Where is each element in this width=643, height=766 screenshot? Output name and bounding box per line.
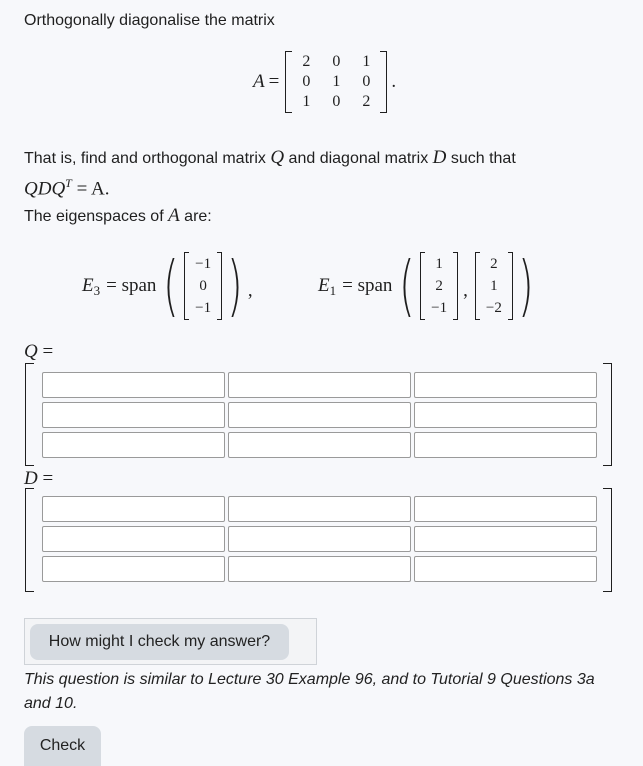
period: . <box>391 71 397 92</box>
vector-entry: −2 <box>485 300 502 316</box>
eigenspace-e3 <box>82 246 253 326</box>
d-cell-1-1[interactable] <box>42 496 225 522</box>
task-text: such that <box>450 150 516 167</box>
vector-entry: 1 <box>490 278 498 294</box>
vector-entry: −1 <box>195 300 212 316</box>
hint-container <box>24 618 317 665</box>
matrix-right-bracket <box>603 488 612 592</box>
task-text: and diagonal matrix <box>288 150 429 167</box>
d-cell-1-3[interactable] <box>414 496 597 522</box>
d-cell-3-3[interactable] <box>414 556 597 582</box>
q-matrix-cells <box>42 372 597 458</box>
equals-sign: = <box>42 468 54 489</box>
q-cell-3-2[interactable] <box>228 432 411 458</box>
vector-right-bracket <box>453 252 458 320</box>
task-description <box>24 148 624 169</box>
d-cell-1-2[interactable] <box>228 496 411 522</box>
q-cell-1-2[interactable] <box>228 372 411 398</box>
matrix-entry: 0 <box>362 73 371 90</box>
matrix-right-bracket <box>603 363 612 466</box>
left-paren: ( <box>399 247 416 324</box>
q-cell-1-3[interactable] <box>414 372 597 398</box>
right-paren: ) <box>518 247 534 324</box>
q-answer-label <box>24 341 53 363</box>
equation-left: QDQ <box>24 178 66 200</box>
matrix-entry: 0 <box>302 73 311 90</box>
d-cell-3-2[interactable] <box>228 556 411 582</box>
instruction-text: Orthogonally diagonalise the matrix <box>24 12 275 29</box>
matrix-entry: 2 <box>302 53 311 70</box>
d-cell-2-2[interactable] <box>228 526 411 552</box>
vector-right-bracket <box>508 252 513 320</box>
vector-entry: 2 <box>490 256 498 272</box>
matrix-right-bracket <box>380 51 387 113</box>
matrix-left-bracket <box>25 363 34 466</box>
e3-label: E <box>82 275 94 296</box>
e1-vector-2 <box>475 252 513 320</box>
matrix-entry: 1 <box>302 93 311 110</box>
matrix-entry: 2 <box>362 93 371 110</box>
d-cell-2-3[interactable] <box>414 526 597 552</box>
e1-vector-1 <box>420 252 458 320</box>
equation <box>24 172 110 200</box>
heading-text: The eigenspaces of <box>24 208 164 225</box>
q-cell-1-1[interactable] <box>42 372 225 398</box>
equals-sign: = <box>268 71 280 92</box>
matrix-a <box>285 51 387 113</box>
check-button[interactable]: Check <box>24 726 101 766</box>
q-matrix <box>25 363 612 466</box>
matrix-entry: 0 <box>332 53 341 70</box>
a-symbol: A <box>168 205 180 226</box>
left-paren: ( <box>163 247 180 324</box>
hint-button[interactable]: How might I check my answer? <box>30 624 289 660</box>
transpose-sup: T <box>65 176 72 190</box>
e3-vector <box>184 252 222 320</box>
q-symbol: Q <box>270 147 285 168</box>
right-paren: ) <box>227 247 243 324</box>
e1-subscript: 1 <box>329 283 337 298</box>
e3-subscript: 3 <box>93 283 101 298</box>
matrix-left-bracket <box>285 51 292 113</box>
d-cell-2-1[interactable] <box>42 526 225 552</box>
similar-question-note: This question is similar to Lecture 30 Example 96, and to Tutorial 9 Questions 3a and 10. <box>24 671 595 712</box>
q-cell-2-1[interactable] <box>42 402 225 428</box>
matrix-a-label: A <box>253 71 265 92</box>
e3-span: = span <box>106 275 157 296</box>
vector-entry: −1 <box>195 256 212 272</box>
d-symbol: D <box>24 468 38 489</box>
equation-right: = A. <box>76 178 110 200</box>
q-cell-2-2[interactable] <box>228 402 411 428</box>
q-cell-3-1[interactable] <box>42 432 225 458</box>
eigenspace-e1 <box>318 246 539 326</box>
vector-entry: −1 <box>431 300 448 316</box>
vector-entry: 0 <box>199 278 207 294</box>
comma: , <box>247 280 253 301</box>
d-cell-3-1[interactable] <box>42 556 225 582</box>
vector-entry: 2 <box>435 278 443 294</box>
d-matrix <box>25 488 612 592</box>
heading-text: are: <box>184 208 212 225</box>
q-symbol: Q <box>24 341 38 362</box>
d-symbol: D <box>432 147 447 168</box>
e1-label: E <box>318 275 330 296</box>
matrix-entry: 0 <box>332 93 341 110</box>
comma: , <box>463 280 468 301</box>
task-text: That is, find and orthogonal matrix <box>24 150 266 167</box>
matrix-a-entries <box>292 51 380 113</box>
q-cell-2-3[interactable] <box>414 402 597 428</box>
eigenspaces-heading <box>24 206 212 227</box>
vector-entry: 1 <box>435 256 443 272</box>
vector-right-bracket <box>217 252 222 320</box>
matrix-entry: 1 <box>362 53 371 70</box>
d-matrix-cells <box>42 496 597 582</box>
matrix-left-bracket <box>25 488 34 592</box>
equals-sign: = <box>42 341 54 362</box>
q-cell-3-3[interactable] <box>414 432 597 458</box>
d-answer-label <box>24 468 53 490</box>
matrix-entry: 1 <box>332 73 341 90</box>
e1-span: = span <box>342 275 393 296</box>
matrix-a-display <box>253 51 396 113</box>
